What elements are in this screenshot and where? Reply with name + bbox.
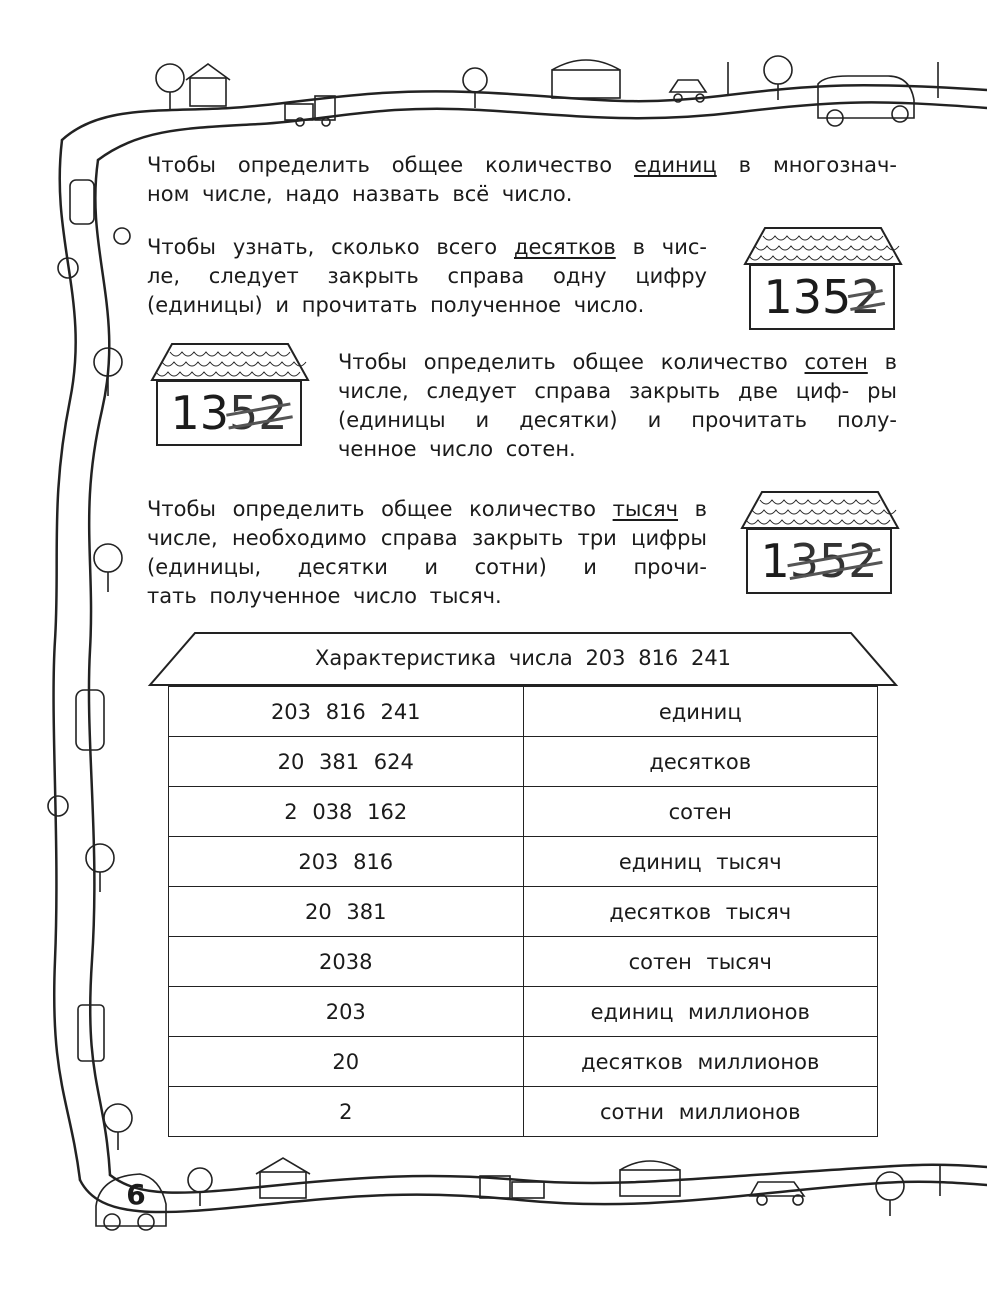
house-thousands-visible: 1 [760,534,790,588]
paragraph-tens-last: (единицы) и прочитать полученное число. [147,293,645,317]
paragraph-hundreds-last: ченное число сотен. [338,437,576,461]
row-number: 203 [169,987,524,1037]
paragraph-thousands-before: Чтобы определить общее количество [147,497,597,521]
paragraph-units-after: в многознач- [738,153,897,177]
row-label: сотен [523,787,878,837]
house-tens-body [749,264,895,330]
keyword-units: единиц [633,153,717,177]
paragraph-tens-after: в чис- [632,235,707,259]
paragraph-thousands-middle: в числе, необходимо справа закрыть три цифры (единицы, десятки и сотни) и прочи- [147,497,707,579]
roof-tiles-icon [743,226,903,266]
row-number: 203 816 [169,837,524,887]
paragraph-thousands [147,495,707,611]
house-hundreds-body [156,380,302,446]
row-label: единиц [523,687,878,737]
paragraph-tens-before: Чтобы узнать, сколько всего [147,235,498,259]
row-label: единиц миллионов [523,987,878,1037]
paragraph-units [147,151,897,209]
table-row [169,737,878,787]
table-title: Характеристика числа 203 816 241 [314,646,732,670]
house-tens [743,226,903,330]
house-hundreds [150,342,310,446]
roof-tiles-icon [740,490,900,530]
row-number: 203 816 241 [169,687,524,737]
paragraph-units-before: Чтобы определить общее количество [147,153,613,177]
characteristics-table [168,686,878,1137]
paragraph-hundreds-before: Чтобы определить общее количество [338,350,788,374]
house-hundreds-struck: 52 [229,386,288,440]
keyword-hundreds: сотен [804,350,868,374]
paragraph-tens-middle: ле, следует закрыть справа одну цифру [147,264,707,288]
house-tens-struck: 2 [851,270,881,324]
row-label: десятков тысяч [523,887,878,937]
paragraph-hundreds-middle: в числе, следует справа закрыть две циф- ры (единицы и десятки) и прочитать полу- [338,350,897,432]
paragraph-hundreds [338,348,897,464]
table-row [169,887,878,937]
table-row [169,837,878,887]
row-number: 20 [169,1037,524,1087]
row-number: 20 381 [169,887,524,937]
row-number: 2 038 162 [169,787,524,837]
table-row [169,1087,878,1137]
page-number: 6 [126,1178,146,1211]
table-row [169,987,878,1037]
house-tens-visible: 135 [763,270,852,324]
paragraph-thousands-last: тать полученное число тысяч. [147,584,502,608]
paragraph-units-last: ном числе, надо назвать всё число. [147,182,573,206]
row-label: сотни миллионов [523,1087,878,1137]
row-number: 2 [169,1087,524,1137]
row-label: сотен тысяч [523,937,878,987]
roof-tiles-icon [150,342,310,382]
table-row [169,1037,878,1087]
house-thousands [740,490,900,594]
house-hundreds-visible: 13 [170,386,229,440]
keyword-tens: десятков [513,235,616,259]
row-label: десятков [523,737,878,787]
house-thousands-body [746,528,892,594]
keyword-thousands: тысяч [612,497,679,521]
table-row [169,787,878,837]
table-row [169,937,878,987]
row-label: единиц тысяч [523,837,878,887]
house-thousands-struck: 352 [789,534,878,588]
paragraph-tens [147,233,707,320]
row-number: 20 381 624 [169,737,524,787]
row-number: 2038 [169,937,524,987]
table-row [169,687,878,737]
row-label: десятков миллионов [523,1037,878,1087]
